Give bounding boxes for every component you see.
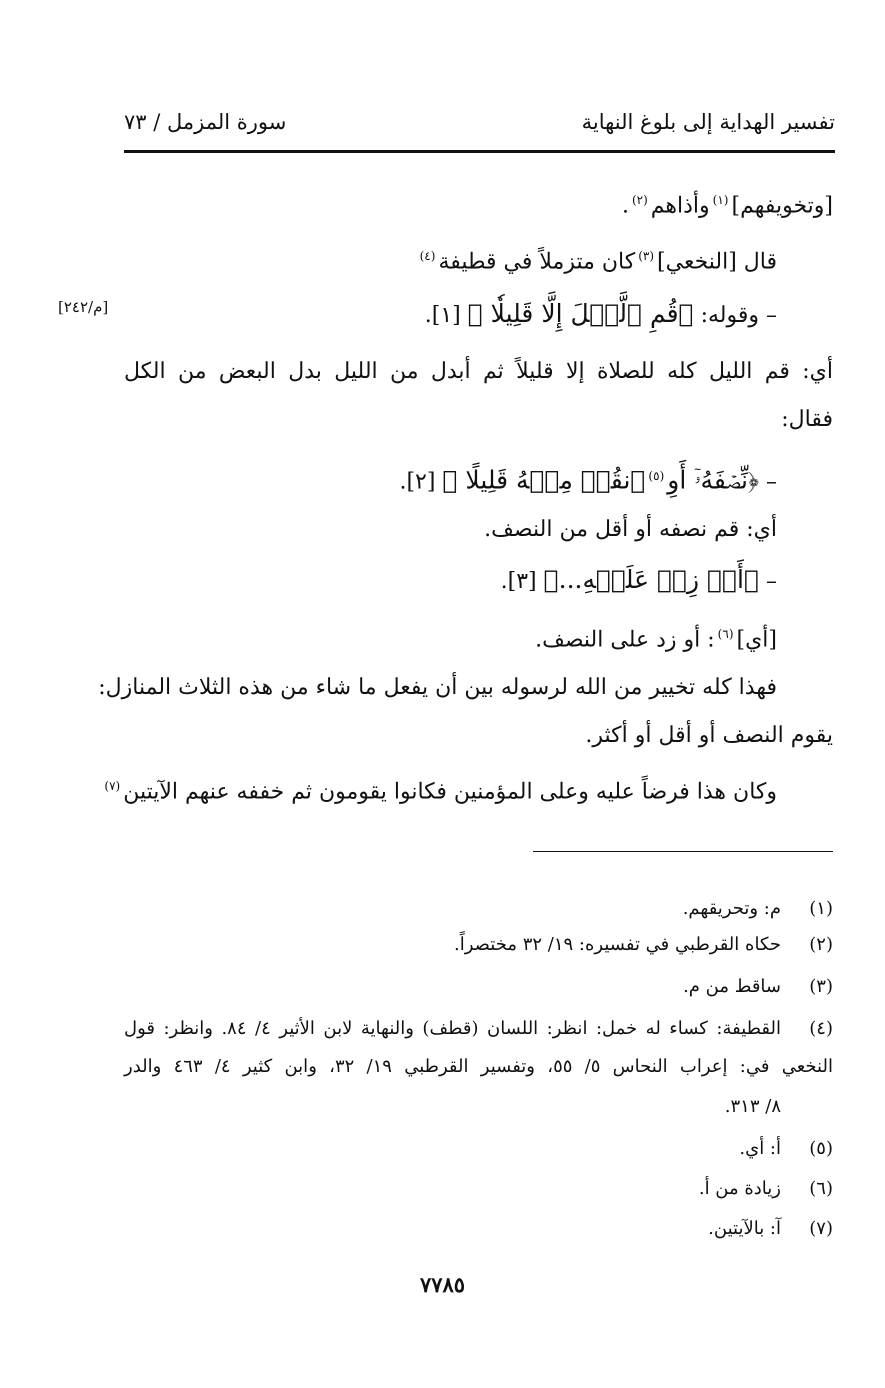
footnote-text: م: وتحريقهم. (682, 898, 781, 919)
footnote-text: القطيفة: كساء له خمل: انظر: اللسان (قطف) والنهاية لابن الأثير ٤/ ٨٤. وانظر: قول (124, 1018, 781, 1039)
body-line-11: يقوم النصف أو أقل أو أكثر. (585, 723, 833, 748)
footnote-text: أ: أي. (739, 1138, 781, 1159)
quran-verse: ٱنقُصۡ مِنۡهُ قَلِيلًا ﴾ (442, 465, 646, 495)
footnote-ref-5: (٥) (648, 469, 665, 483)
footnote-text: زيادة من أ. (698, 1178, 781, 1199)
body-line-7: أي: قم نصفه أو أقل من النصف. (484, 517, 777, 542)
footnote-number: (١) (809, 898, 833, 919)
verse-number: [٢]. (399, 469, 436, 495)
footnote-ref-1: (١) (712, 193, 729, 207)
quran-verse: ﴿أَوۡ زِدۡ عَلَيۡهِ...﴾ (543, 565, 759, 594)
footnote-ref-3: (٣) (638, 249, 655, 263)
body-line-9 (535, 614, 777, 654)
footnote-ref-2: (٢) (631, 193, 648, 207)
text: [أي] (736, 627, 777, 653)
body-line-6 (399, 456, 777, 496)
body-line-5: فقال: (781, 407, 833, 432)
text: : أو زد على النصف. (535, 627, 715, 653)
footnote-text: ٨/ ٣١٣. (724, 1096, 781, 1117)
footnote-ref-6: (٦) (717, 627, 734, 641)
verse-number: [٣]. (500, 569, 537, 594)
text: قال [النخعي] (657, 249, 777, 275)
footnote-number: (٥) (809, 1138, 833, 1159)
body-line-2 (417, 236, 777, 276)
body-line-3 (425, 294, 777, 334)
body-line-12 (101, 766, 777, 806)
text: – وقوله: (700, 303, 777, 328)
body-line-10: فهذا كله تخيير من الله لرسوله بين أن يفعل ما شاء من هذه الثلاث المنازل: (98, 675, 777, 700)
footnote-number: (٦) (809, 1178, 833, 1199)
surah-title: سورة المزمل / ٧٣ (124, 110, 287, 134)
footnote-ref-4: (٤) (419, 249, 436, 263)
page-number: ٧٧٨٥ (419, 1272, 466, 1297)
body-line-4: أي: قم الليل كله للصلاة إلا قليلاً ثم أبدل من الليل بدل البعض من الكل (124, 359, 833, 384)
footnote-number: (٧) (809, 1218, 833, 1239)
footnote-number: (٢) (809, 934, 833, 955)
margin-reference: [م/٢٤٢] (58, 298, 109, 316)
verse-number: [١]. (424, 303, 461, 328)
footnote-ref-7: (٧) (104, 779, 121, 793)
text: [وتخويفهم] (731, 193, 833, 219)
text: . (621, 193, 629, 219)
header-rule (124, 150, 835, 153)
footnote-text: النخعي في: إعراب النحاس ٥/ ٥٥، وتفسير القرطبي ١٩/ ٣٢، وابن كثير ٤/ ٤٦٣ والدر (124, 1056, 833, 1077)
book-title: تفسير الهداية إلى بلوغ النهاية (581, 110, 835, 134)
text: – (766, 569, 777, 594)
quran-verse: ﴿نِّصۡفَهُۥٓ أَوِ (667, 465, 759, 495)
footnote-text: ساقط من م. (683, 976, 781, 997)
running-header (124, 104, 835, 144)
footnote-separator (533, 851, 833, 852)
text: – (766, 469, 777, 495)
quran-verse: ﴿قُمِ ٱلَّيۡلَ إِلَّا قَلِيلٗا ﴾ (467, 299, 694, 328)
footnote-number: (٤) (809, 1018, 833, 1039)
footnote-text: آ: بالآيتين. (708, 1218, 781, 1239)
text: وكان هذا فرضاً عليه وعلى المؤمنين فكانوا يقومون ثم خففه عنهم الآيتين (123, 779, 777, 805)
footnote-text: حكاه القرطبي في تفسيره: ١٩/ ٣٢ مختصراً. (454, 934, 781, 955)
footnote-number: (٣) (809, 976, 833, 997)
text: كان متزملاً في قطيفة (438, 249, 636, 275)
body-line-8 (501, 560, 777, 600)
body-line-1 (622, 180, 833, 220)
text: وأذاهم (650, 193, 710, 219)
